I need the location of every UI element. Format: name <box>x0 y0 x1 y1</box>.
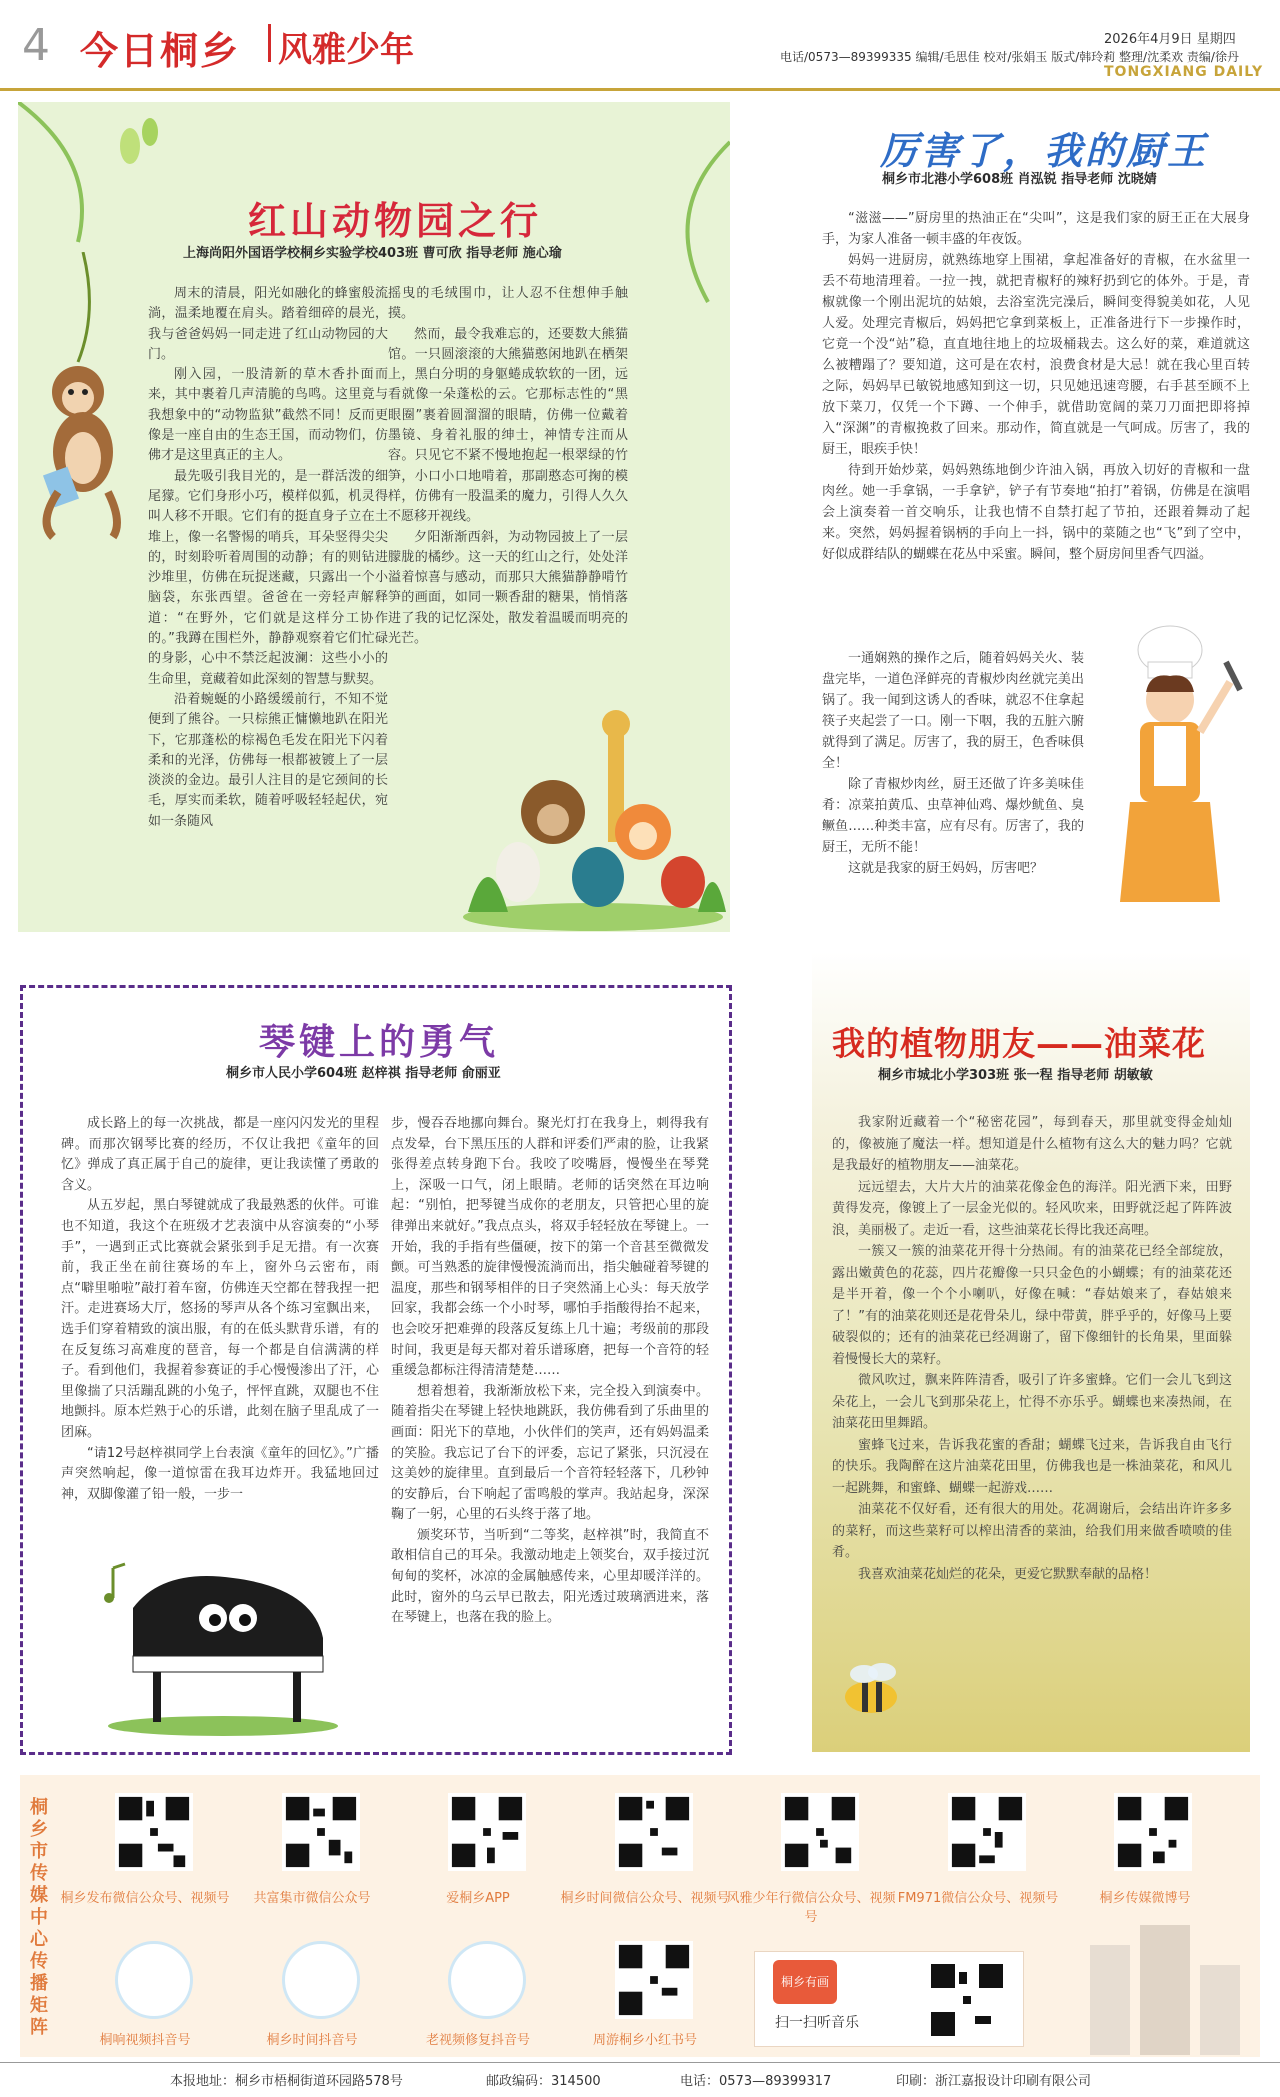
page-number: 4 <box>22 20 50 71</box>
qr-label: 桐乡发布微信公众号、视频号 <box>60 1891 230 1906</box>
qr-item[interactable] <box>615 1793 693 1875</box>
media-matrix-panel <box>20 1775 1260 2057</box>
qr-code-icon <box>282 1793 360 1871</box>
bee-illustration-icon <box>826 1652 916 1732</box>
qr-label: 桐响视频抖音号 <box>99 2033 191 2048</box>
qr-code-icon <box>448 1793 526 1871</box>
building-illustration-icon <box>1060 1925 1250 2055</box>
qr-label: 共富集市微信公众号 <box>253 1891 371 1906</box>
article-column-1 <box>148 284 388 832</box>
matrix-vertical-label: 桐乡市传媒中心传播矩阵 <box>30 1797 48 2038</box>
qr-item[interactable] <box>282 1793 360 1875</box>
scan-music-box[interactable] <box>754 1951 1024 2047</box>
qr-row-1 <box>60 1793 1250 1943</box>
qr-label: 爱桐乡APP <box>446 1891 510 1906</box>
paragraph: 沿着蜿蜒的小路缓缓前行，不知不觉便到了熊谷。一只棕熊正慵懒地趴在阳光下，它那蓬松的棕褐色毛发在阳光下闪着柔和的光泽，仿佛每一根都被镀上了一层淡淡的金边。最引人注目的是它颈间的长毛，厚实而柔软，随着呼吸轻轻起伏，宛如一条随风 <box>148 691 388 829</box>
paragraph: 夕阳渐渐西斜，为动物园披上了一层朦胧的橘纱。这一天的红山之行，处处洋溢着惊喜与感动，而那只大熊猫静静啃竹笋的画面，如同一颗香甜的糖果，悄悄落进了我的记忆深处，散发着温暖而明亮的光芒。 <box>388 529 628 647</box>
article-byline: 桐乡市城北小学303班 张一程 指导老师 胡敏敏 <box>878 1068 1153 1083</box>
brand-logo: 桐乡有画 <box>773 1960 837 2004</box>
header-rule <box>0 88 1280 91</box>
qr-label: 桐乡时间抖音号 <box>266 2033 358 2048</box>
article-byline: 桐乡市人民小学604班 赵梓祺 指导老师 俞丽亚 <box>226 1066 501 1081</box>
article-title: 厉害了，我的厨王 <box>880 128 1209 173</box>
animals-illustration-icon <box>458 702 728 932</box>
article-kitchen-king <box>800 102 1260 932</box>
chef-illustration-icon <box>1100 622 1250 912</box>
paragraph: 一簇又一簇的油菜花开得十分热闹。有的油菜花已经全部绽放，露出嫩黄色的花蕊，四片花瓣像一只只金色的小蝴蝶；有的油菜花还是半开着，像一个个小喇叭，好像在喊：“春姑娘来了，春姑娘来了！”有的油菜花则还是花骨朵儿，绿中带黄，胖乎乎的，好像马上要破裂似的；还有的油菜花已经凋谢了，留下像细针的长角果，里面躲着慢慢长大的菜籽。 <box>832 1244 1232 1367</box>
paragraph: 刚入园，一股清新的草木香扑面而来，其中裹着几声清脆的鸟鸣。这里竟与我想象中的“动物监狱”截然不同！反而更像是一座自由的生态王国，而动物们，仿佛才是这里真正的主人。 <box>148 367 388 464</box>
postcode: 邮政编码：314500 <box>486 2074 601 2089</box>
paragraph: 这就是我家的厨王妈妈，厉害吧？ <box>848 861 1044 876</box>
paragraph: 周末的清晨，阳光如融化的蜂蜜般流淌，温柔地覆在肩头。踏着细碎的晨光，我与爸爸妈妈一同走进了红山动物园的大门。 <box>148 286 388 362</box>
paragraph: 然而，最令我难忘的，还要数大熊猫馆。一只圆滚滚的大熊猫憨闲地趴在栖架上，黑白分明的身躯蜷成软软的一团，远看就像一朵蓬松的云。它那标志性的“黑眼圈”裹着圆溜溜的眼睛，仿佛一位戴着墨镜、身着礼服的绅士，神情专注而从容。只见它不紧不慢地抱起一根翠绿的竹笋，小口小口地啃着，那副憨态可掬的模样，仿佛有一股温柔的魔力，引得人久久不愿移开视线。 <box>388 326 628 525</box>
masthead-logo: 今日桐乡 <box>80 28 241 73</box>
address: 本报地址：桐乡市梧桐街道环园路578号 <box>170 2074 403 2089</box>
editorial-credits: 电话/0573—89399335 编辑/毛思佳 校对/张娟玉 版式/韩玲莉 整理/沈柔欢 责编/徐丹 <box>780 50 1239 64</box>
qr-label: 风雅少年行微信公众号、视频号 <box>726 1891 896 1925</box>
article-column-1 <box>61 1114 379 1505</box>
qr-item[interactable] <box>781 1793 859 1875</box>
qr-item[interactable] <box>615 1941 693 2023</box>
qr-label: 桐乡时间微信公众号、视频号 <box>560 1891 730 1906</box>
article-title: 琴键上的勇气 <box>259 1021 500 1063</box>
paragraph: 远远望去，大片大片的油菜花像金色的海洋。阳光洒下来，田野黄得发亮，像镀上了一层金光似的。轻风吹来，田野就泛起了阵阵波浪，美丽极了。走近一看，这些油菜花长得比我还高哩。 <box>832 1179 1232 1238</box>
paragraph: 想着想着，我渐渐放松下来，完全投入到演奏中。随着指尖在琴键上轻快地跳跃，我仿佛看到了乐曲里的画面：阳光下的草地，小伙伴们的笑声，还有妈妈温柔的笑脸。我忘记了台下的评委，忘记了紧张，只沉浸在这美妙的旋律里。直到最后一个音符轻轻落下，几秒钟的安静后，台下响起了雷鸣般的掌声。我站起身，深深鞠了一躬，心里的石头终于落了地。 <box>391 1383 709 1523</box>
phone: 电话：0573—89399317 <box>680 2074 832 2089</box>
app-badge-icon[interactable] <box>282 1941 360 2019</box>
paragraph: 从五岁起，黑白琴键就成了我最熟悉的伙伴。可谁也不知道，我这个在班级才艺表演中从容演奏的“小琴手”，一遇到正式比赛就会紧张到手足无措。有一次赛前，我正坐在前往赛场的车上，窗外乌云密布，雨点“噼里啪啦”敲打着车窗，仿佛连天空都在替我捏一把汗。走进赛场大厅，悠扬的琴声从各个练习室飘出来，选手们穿着精致的演出服，有的在低头默背乐谱，有的在反复练习高难度的琶音，每一个都是自信满满的样子。看到他们，我握着参赛证的手心慢慢渗出了汗，心里像揣了只活蹦乱跳的小兔子，怦怦直跳，双腿也不住地颤抖。原本烂熟于心的乐谱，此刻在脑子里乱成了一团麻。 <box>61 1198 379 1440</box>
qr-label: 周游桐乡小红书号 <box>592 2033 697 2048</box>
article-piano-courage <box>20 985 732 1755</box>
paragraph: 一通娴熟的操作之后，随着妈妈关火、装盘完毕，一道色泽鲜亮的青椒炒肉丝就完美出锅了。我一闻到这诱人的香味，就忍不住拿起筷子夹起尝了一口。刚一下咽，我的五脏六腑就得到了满足。厉害了，我的厨王，色香味俱全！ <box>822 651 1084 771</box>
article-title: 我的植物朋友——油菜花 <box>832 1024 1206 1063</box>
qr-label: 老视频修复抖音号 <box>425 2033 530 2048</box>
paragraph: “请12号赵梓祺同学上台表演《童年的回忆》。”广播声突然响起，像一道惊雷在我耳边炸开。我猛地回过神，双脚像灌了铅一般，一步一 <box>61 1445 379 1502</box>
qr-code-icon <box>615 1793 693 1871</box>
article-zoo-trip <box>18 102 730 932</box>
paragraph: 待到开始炒菜，妈妈熟练地倒少许油入锅，再放入切好的青椒和一盘肉丝。她一手拿锅，一手拿铲，铲子有节奏地“拍打”着锅，仿佛是在演唱会上演奏着一首交响乐，让我也情不自禁打起了节拍，还跟着舞动了起来。突然，妈妈握着锅柄的手向上一抖，锅中的菜随之也“飞”到了空中，好似成群结队的蝴蝶在花丛中采蜜。瞬间，整个厨房间里香气四溢。 <box>822 463 1250 562</box>
article-body-narrow <box>822 648 1084 879</box>
section-title: 风雅少年 <box>278 30 414 70</box>
paragraph: 蜜蜂飞过来，告诉我花蜜的香甜；蝴蝶飞过来，告诉我自由飞行的快乐。我陶醉在这片油菜花田里，仿佛我也是一株油菜花，和风儿一起跳舞，和蜜蜂、蝴蝶一起游戏…… <box>832 1437 1232 1496</box>
qr-code-icon <box>115 1793 193 1871</box>
article-rapeseed-flower <box>812 952 1250 1752</box>
article-column-2 <box>388 284 628 649</box>
article-body <box>832 1112 1232 1585</box>
qr-code-icon <box>1114 1793 1192 1871</box>
article-byline: 上海尚阳外国语学校桐乡实验学校403班 曹可欣 指导老师 施心瑜 <box>183 246 562 261</box>
article-column-2 <box>391 1114 709 1629</box>
qr-item[interactable] <box>115 1793 193 1875</box>
daily-en-title: TONGXIANG DAILY <box>1104 64 1264 80</box>
qr-item[interactable] <box>1114 1793 1192 1875</box>
app-badge-icon[interactable] <box>448 1941 526 2019</box>
qr-label: FM971微信公众号、视频号 <box>897 1891 1059 1906</box>
paragraph: 我家附近藏着一个“秘密花园”，每到春天，那里就变得金灿灿的，像被施了魔法一样。想知道是什么植物有这么大的魅力吗？它就是我最好的植物朋友——油菜花。 <box>832 1115 1232 1173</box>
piano-illustration-icon <box>93 1548 353 1738</box>
masthead-divider <box>268 24 271 62</box>
paragraph: 成长路上的每一次挑战，都是一座闪闪发光的里程碑。而那次钢琴比赛的经历，不仅让我把《童年的回忆》弹成了真正属于自己的旋律，更让我读懂了勇敢的含义。 <box>61 1116 379 1193</box>
paragraph: 摇曳的毛绒围巾，让人忍不住想伸手触摸。 <box>388 286 628 322</box>
monkey-illustration-icon <box>28 252 138 542</box>
paragraph: 最先吸引我目光的，是一群活泼的细尾獴。它们身形小巧，模样似狐，机灵得叫人移不开眼。它们有的挺直身子立在土堆上，像一名警惕的哨兵，耳朵竖得尖尖的，时刻聆听着周围的动静；有的则钻进沙堆里，仿佛在玩捉迷藏，只露出一个小脑袋，东张西望。爸爸在一旁轻声解释道：“在野外，它们就是这样分工协作的。”我蹲在围栏外，静静观察着它们忙碌的身影，心中不禁泛起波澜：这些小小的生命里，竟藏着如此深刻的智慧与默契。 <box>148 468 388 687</box>
footer-rule <box>0 2062 1280 2063</box>
qr-code-icon <box>948 1793 1026 1871</box>
qr-item[interactable] <box>448 1793 526 1875</box>
paragraph: 步，慢吞吞地挪向舞台。聚光灯打在我身上，刺得我有点发晕，台下黑压压的人群和评委们严肃的脸，让我紧张得差点转身跑下台。我咬了咬嘴唇，慢慢坐在琴凳上，深吸一口气，闭上眼睛。老师的话突然在耳边响起：“别怕，把琴键当成你的老朋友，只管把心里的旋律弹出来就好。”我点点头，将双手轻轻放在琴键上。一开始，我的手指有些僵硬，按下的第一个音甚至微微发颤。可当熟悉的旋律慢慢流淌而出，指尖触碰着琴键的温度，那些和钢琴相伴的日子突然涌上心头：每天放学回家，我都会练一个小时琴，哪怕手指酸得抬不起来，也会咬牙把难弹的段落反复练上几十遍；考级前的那段时间，我更是每天都对着乐谱琢磨，把每一个音符的轻重缓急都标注得清清楚楚…… <box>391 1116 709 1379</box>
issue-date: 2026年4月9日 星期四 <box>1104 32 1236 47</box>
article-body <box>822 208 1250 565</box>
paragraph: 颁奖环节，当听到“二等奖，赵梓祺”时，我简直不敢相信自己的耳朵。我激动地走上领奖台，双手接过沉甸甸的奖杯，冰凉的金属触感传来，心里却暖洋洋的。此时，窗外的乌云早已散去，阳光透过玻璃洒进来，落在琴键上，也落在我的脸上。 <box>391 1527 709 1626</box>
scan-label: 扫一扫听音乐 <box>775 2015 859 2031</box>
qr-code-icon <box>615 1941 693 2019</box>
page-header <box>0 0 1280 92</box>
paragraph: 微风吹过，飘来阵阵清香，吸引了许多蜜蜂。它们一会儿飞到这朵花上，一会儿飞到那朵花上，忙得不亦乐乎。蝴蝶也来凑热闹，在油菜花田里舞蹈。 <box>832 1373 1232 1431</box>
qr-code-icon <box>927 1960 1007 2040</box>
qr-row-2 <box>60 1941 760 2051</box>
qr-label: 桐乡传媒微博号 <box>1099 1891 1191 1906</box>
paragraph: 妈妈一进厨房，就熟练地穿上围裙，拿起准备好的青椒，在水盆里一丢不苟地清理着。一拉一拽，就把青椒籽的辣籽扔到它的体外。于是，青椒就像一个刚出泥坑的姑娘，去浴室洗完澡后，瞬间变得貌美如花，人见人爱。处理完青椒后，妈妈把它拿到菜板上，正准备进行下一步操作时，它竟一个没“站”稳，直直地往地上的垃圾桶栽去。这么好的菜，难道就这么被糟蹋了？要知道，这可是在农村，浪费食材是大忌！就在我心里百转之际，妈妈早已敏锐地感知到这一切，只见她迅速弯腰，右手甚至顾不上放下菜刀，仅凭一个下蹲、一个伸手，就借助宽阔的菜刀刀面把即将掉入“深渊”的青椒挽救了回来。那动作，简直就是一气呵成。厉害了，我的厨王，眼疾手快！ <box>822 253 1250 457</box>
article-byline: 桐乡市北港小学608班 肖泓锐 指导老师 沈晓婧 <box>882 172 1157 187</box>
printer: 印刷：浙江嘉报设计印刷有限公司 <box>896 2074 1092 2089</box>
app-badge-icon[interactable] <box>115 1941 193 2019</box>
paragraph: 我喜欢油菜花灿烂的花朵，更爱它默默奉献的品格！ <box>858 1566 1158 1582</box>
qr-item[interactable] <box>948 1793 1026 1875</box>
article-title: 红山动物园之行 <box>248 198 543 243</box>
paragraph: 油菜花不仅好看，还有很大的用处。花凋谢后，会结出许许多多的菜籽，而这些菜籽可以榨出清香的菜油，给我们用来做香喷喷的佳肴。 <box>832 1502 1232 1560</box>
paragraph: “滋滋——”厨房里的热油正在“尖叫”，这是我们家的厨王正在大展身手，为家人准备一顿丰盛的年夜饭。 <box>822 211 1250 247</box>
paragraph: 除了青椒炒肉丝，厨王还做了许多美味佳肴：凉菜拍黄瓜、虫草神仙鸡、爆炒鱿鱼、臭鳜鱼……种类丰富，应有尽有。厉害了，我的厨王，无所不能！ <box>822 777 1084 855</box>
qr-code-icon <box>781 1793 859 1871</box>
